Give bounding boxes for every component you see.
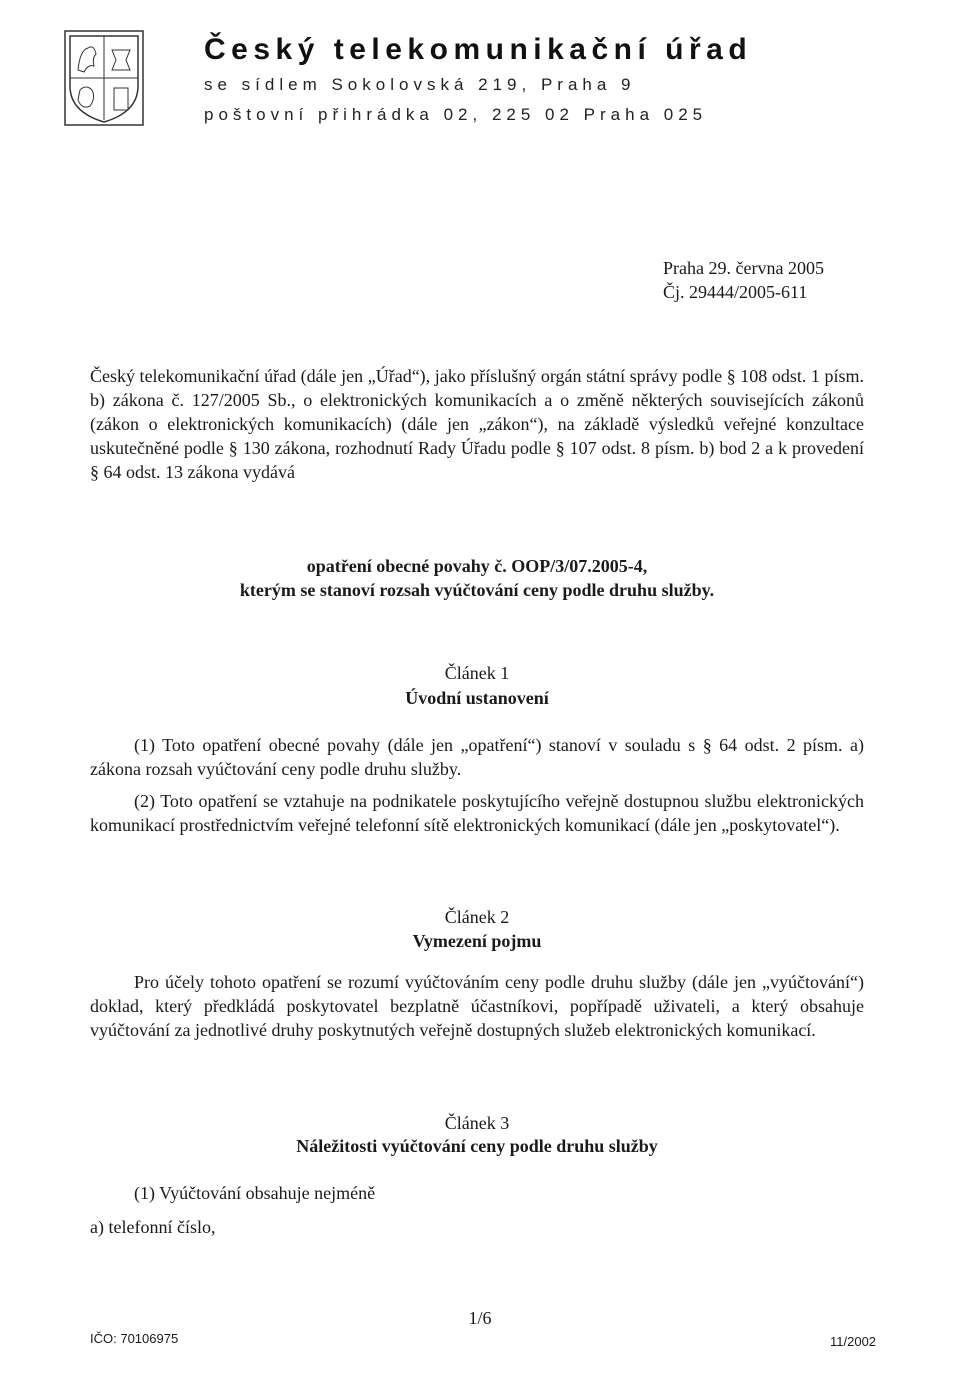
measure-title	[90, 554, 864, 602]
article-3-number: Článek 3	[444, 1113, 510, 1133]
article-2-number: Článek 2	[444, 907, 510, 927]
measure-title-line-1: opatření obecné povahy č. OOP/3/07.2005-4,	[306, 556, 648, 576]
article-3-item-a: a) telefonní číslo,	[90, 1217, 216, 1237]
reference-number: Čj. 29444/2005-611	[663, 282, 808, 302]
preamble-paragraph: Český telekomunikační úřad (dále jen „Úřad“), jako příslušný orgán státní správy podle § 108 odst. 1 písm. b) zákona č. 127/2005 Sb., o elektronických komunikacích a o změně některých souvisejících zákonů (zákon o elektronických komunikacích) (dále jen „zákon“), na základě výsledků veřejné konzultace uskutečněné podle § 130 zákona, rozhodnutí Rady Úřadu podle § 107 odst. 8 písm. b) bod 2 a k provedení § 64 odst. 13 zákona vydává	[90, 366, 864, 482]
office-name: Český telekomunikační úřad	[204, 33, 753, 66]
office-postal-box: poštovní přihrádka 02, 225 02 Praha 025	[204, 105, 708, 124]
article-3-paragraph-1: (1) Vyúčtování obsahuje nejméně	[134, 1183, 376, 1203]
article-3-title: Náležitosti vyúčtování ceny podle druhu služby	[296, 1136, 658, 1156]
article-1-title: Úvodní ustanovení	[405, 688, 549, 708]
company-id: IČO: 70106975	[90, 1331, 179, 1346]
article-2-title: Vymezení pojmu	[412, 931, 542, 951]
office-address: se sídlem Sokolovská 219, Praha 9	[204, 75, 636, 94]
coat-of-arms-emblem	[64, 30, 144, 126]
date-reference-block	[663, 256, 824, 304]
article-1-number: Článek 1	[444, 663, 510, 683]
form-reference: 11/2002	[830, 1334, 877, 1349]
article-2-paragraph: Pro účely tohoto opatření se rozumí vyúčtováním ceny podle druhu služby (dále jen „vyúčtování“) doklad, který předkládá poskytovatel bezplatně účastníkovi, popřípadě uživateli, a který obsahuje vyúčtování za jednotlivé druhy poskytnutých veřejně dostupných služeb elektronických komunikací.	[90, 972, 864, 1040]
page-number: 1/6	[468, 1308, 492, 1328]
article-1-paragraph-1: (1) Toto opatření obecné povahy (dále jen „opatření“) stanoví v souladu s § 64 odst. 2 písm. a) zákona rozsah vyúčtování ceny podle druhu služby.	[90, 735, 864, 779]
measure-title-line-2: kterým se stanoví rozsah vyúčtování ceny podle druhu služby.	[239, 580, 715, 600]
document-date: Praha 29. června 2005	[663, 258, 824, 278]
article-1-paragraph-2: (2) Toto opatření se vztahuje na podnikatele poskytujícího veřejně dostupnou službu elektronických komunikací prostřednictvím veřejné telefonní sítě elektronických komunikací (dále jen „poskytovatel“).	[90, 791, 864, 835]
letterhead	[204, 30, 752, 130]
